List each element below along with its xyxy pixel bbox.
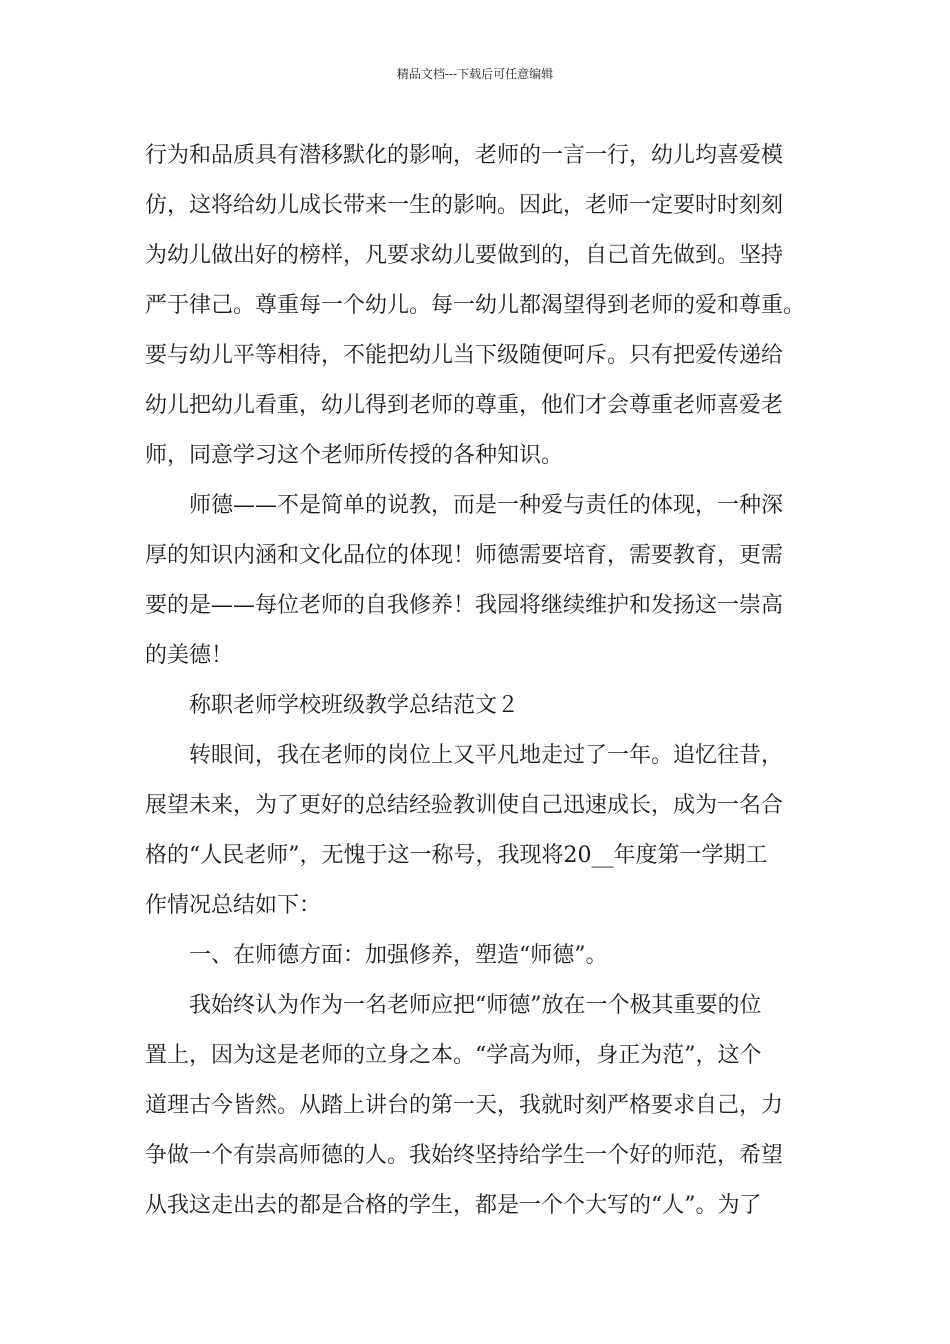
text-line: 展望未来，为了更好的总结经验教训使自己迅速成长，成为一名合 (145, 793, 784, 818)
text-line: 称职老师学校班级教学总结范文２ (189, 693, 520, 718)
text-line: 要的是——每位老师的自我修养！我园将继续维护和发扬这一崇高 (145, 593, 784, 618)
text-line: 厚的知识内涵和文化品位的体现！师德需要培育，需要教育，更需 (145, 543, 784, 568)
text-line: 仿，这将给幼儿成长带来一生的影响。因此，老师一定要时时刻刻 (145, 193, 784, 218)
text-line: 行为和品质具有潜移默化的影响，老师的一言一行，幼儿均喜爱模 (145, 143, 784, 168)
text-line: 道理古今皆然。从踏上讲台的第一天，我就时刻严格要求自己，力 (145, 1093, 784, 1118)
text-line: 转眼间，我在老师的岗位上又平凡地走过了一年。追忆往昔， (189, 743, 784, 768)
text-line: 幼儿把幼儿看重，幼儿得到老师的尊重，他们才会尊重老师喜爱老 (145, 393, 784, 418)
text-line: 置上，因为这是老师的立身之本。“学高为师，身正为范”，这个 (145, 1043, 762, 1068)
text-line: 严于律己。尊重每一个幼儿。每一幼儿都渴望得到老师的爱和尊重。 (145, 293, 806, 318)
text-line: 的美德！ (145, 643, 234, 668)
text-line: 要与幼儿平等相待，不能把幼儿当下级随便呵斥。只有把爱传递给 (145, 343, 784, 368)
text-line: 从我这走出去的都是合格的学生，都是一个个大写的“人”。为了 (145, 1193, 762, 1218)
page-header: 精品文档---下载后可任意编辑 (396, 67, 554, 81)
text-line: 师德——不是简单的说教，而是一种爱与责任的体现，一种深 (189, 493, 784, 518)
text-line: 我始终认为作为一名老师应把“师德”放在一个极其重要的位 (189, 993, 762, 1018)
document-body (145, 131, 815, 1231)
text-line: 作情况总结如下： (145, 893, 322, 918)
text-line: 格的“人民老师”，无愧于这一称号，我现将20__年度第一学期工 (145, 843, 768, 868)
text-line: 一、在师德方面：加强修养，塑造“师德”。 (189, 943, 608, 968)
text-line: 师，同意学习这个老师所传授的各种知识。 (145, 443, 564, 468)
text-line: 争做一个有崇高师德的人。我始终坚持给学生一个好的师范，希望 (145, 1143, 784, 1168)
text-line: 为幼儿做出好的榜样，凡要求幼儿要做到的，自己首先做到。坚持 (145, 243, 784, 268)
